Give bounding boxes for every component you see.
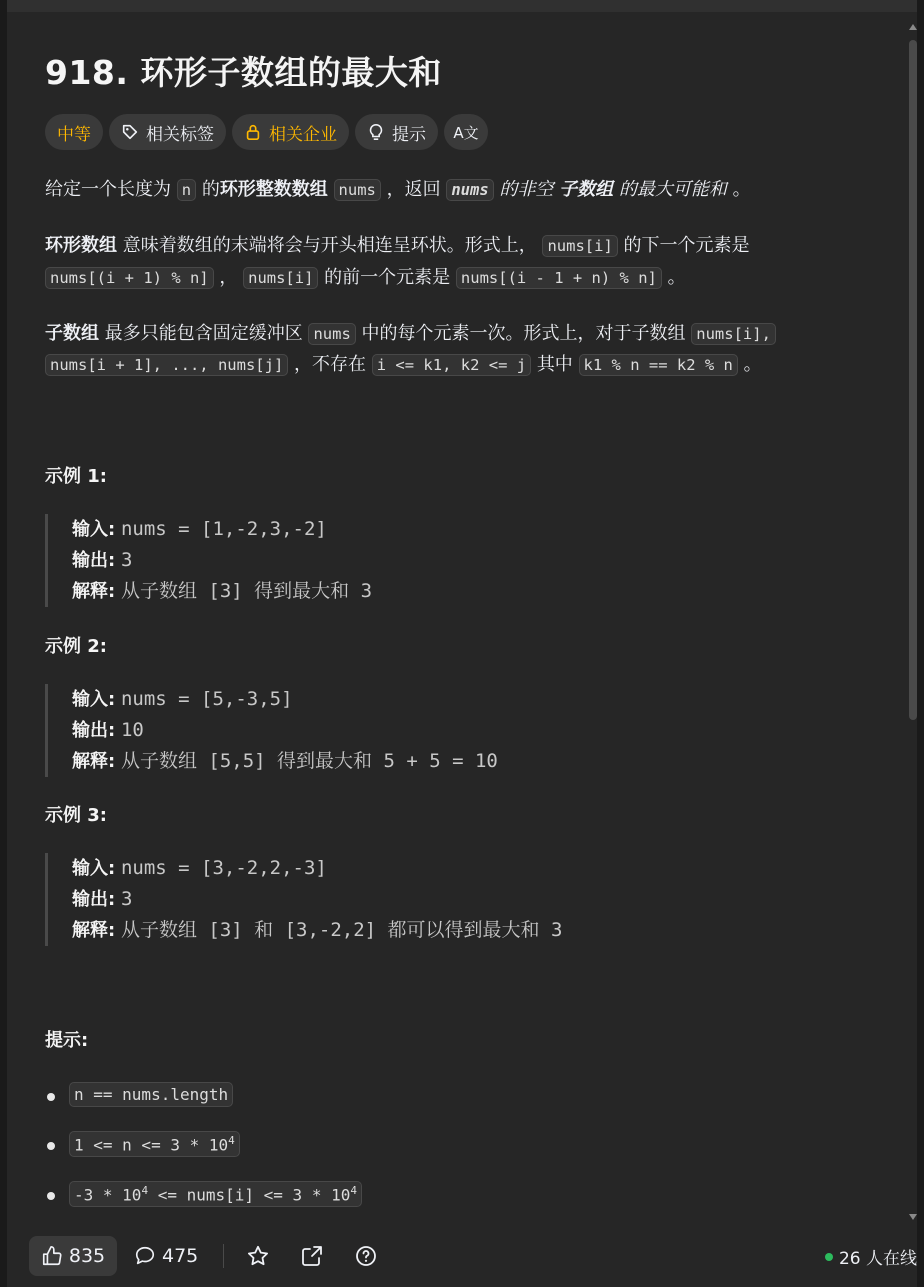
scroll-up-arrow[interactable] xyxy=(909,24,917,30)
hint-label: 提示 xyxy=(392,124,426,145)
constraint-exponent: 4 xyxy=(350,1184,357,1197)
desc-text: 。 xyxy=(743,354,762,375)
tag-icon xyxy=(121,123,139,141)
constraint-code xyxy=(69,1131,240,1157)
desc-text: 最多只能包含固定缓冲区 xyxy=(104,323,303,344)
output-label: 输出: xyxy=(72,720,116,741)
constraint-exponent: 4 xyxy=(228,1134,235,1147)
input-label: 输入: xyxy=(72,858,116,879)
inline-code: nums[i] xyxy=(243,267,318,289)
input-value: nums = [1,-2,3,-2] xyxy=(120,518,327,540)
desc-text: ，不存在 xyxy=(294,354,367,375)
thumbs-up-icon xyxy=(41,1245,63,1267)
output-value: 3 xyxy=(120,888,133,910)
desc-text: 意味着数组的末端将会与开头相连呈环状。形式上， xyxy=(122,235,537,256)
explain-label: 解释: xyxy=(72,581,116,602)
scrollbar-thumb[interactable] xyxy=(909,40,917,720)
topics-tag-label: 相关标签 xyxy=(146,124,214,145)
footer-divider xyxy=(223,1244,224,1268)
comments-button[interactable] xyxy=(134,1236,198,1276)
description-paragraph-3-line-1 xyxy=(45,319,776,349)
companies-tag-label: 相关企业 xyxy=(269,124,337,145)
share-icon xyxy=(300,1244,324,1268)
scroll-down-arrow[interactable] xyxy=(909,1214,917,1220)
difficulty-label: 中等 xyxy=(57,124,91,145)
constraint-text: -3 * 10 xyxy=(74,1185,142,1205)
desc-italic: 的非空 xyxy=(499,179,554,200)
example-1-block xyxy=(45,514,372,607)
favorite-button[interactable] xyxy=(243,1240,273,1272)
input-label: 输入: xyxy=(72,689,116,710)
explain-label: 解释: xyxy=(72,751,116,772)
desc-text: 。 xyxy=(667,267,686,288)
right-gutter xyxy=(917,0,924,1287)
desc-bold: 子数组 xyxy=(45,323,99,344)
explain-value: 从子数组 [3] 得到最大和 3 xyxy=(120,580,373,602)
example-1-heading: 示例 1: xyxy=(45,466,107,487)
inline-code: n xyxy=(177,179,196,201)
inline-code: nums xyxy=(308,323,355,345)
panel-top-strip xyxy=(7,0,917,12)
description-paragraph-1 xyxy=(45,175,751,205)
share-button[interactable] xyxy=(297,1240,327,1272)
description-paragraph-3-line-2 xyxy=(45,350,762,380)
hint-button[interactable] xyxy=(355,114,438,150)
desc-text: 的前一个元素是 xyxy=(324,267,451,288)
lightbulb-icon xyxy=(367,123,385,141)
constraint-code xyxy=(69,1181,362,1207)
constraint-text: <= nums[i] <= 3 * 10 xyxy=(148,1185,351,1205)
output-value: 10 xyxy=(120,719,144,741)
inline-code: nums xyxy=(446,179,493,201)
online-count: 26 人在线 xyxy=(838,1249,917,1269)
inline-code: k1 % n == k2 % n xyxy=(579,354,738,376)
explain-value: 从子数组 [3] 和 [3,-2,2] 都可以得到最大和 3 xyxy=(120,919,563,941)
inline-code: nums xyxy=(334,179,381,201)
comment-icon xyxy=(134,1245,156,1267)
desc-text: ，返回 xyxy=(386,179,441,200)
companies-tag-button[interactable] xyxy=(232,114,349,150)
inline-code: nums[i + 1], ..., nums[j] xyxy=(45,354,288,376)
constraint-text: 1 <= n <= 3 * 10 xyxy=(74,1135,229,1155)
explain-value: 从子数组 [5,5] 得到最大和 5 + 5 = 10 xyxy=(120,750,498,772)
problem-title[interactable]: 918. 环形子数组的最大和 xyxy=(45,53,442,92)
output-label: 输出: xyxy=(72,550,116,571)
lock-icon xyxy=(244,123,262,141)
comment-count: 475 xyxy=(162,1245,199,1267)
topics-tag-button[interactable] xyxy=(109,114,226,150)
desc-text: ， xyxy=(219,267,238,288)
input-label: 输入: xyxy=(72,519,116,540)
explain-label: 解释: xyxy=(72,920,116,941)
constraints-heading: 提示: xyxy=(45,1030,89,1051)
constraint-exponent: 4 xyxy=(141,1184,149,1197)
desc-text: 其中 xyxy=(536,354,573,375)
input-value: nums = [3,-2,2,-3] xyxy=(120,857,327,879)
translate-button[interactable] xyxy=(444,114,488,150)
example-3-block xyxy=(45,853,562,946)
online-dot-icon xyxy=(825,1253,833,1261)
desc-bold-italic: 子数组 xyxy=(559,179,614,200)
desc-text: 给定一个长度为 xyxy=(45,179,171,200)
desc-bold: 环形整数数组 xyxy=(219,179,328,200)
inline-code: nums[(i - 1 + n) % n] xyxy=(456,267,662,289)
like-count: 835 xyxy=(68,1245,106,1267)
desc-text: 的下一个元素是 xyxy=(623,235,750,256)
description-paragraph-2-line-1 xyxy=(45,231,750,261)
description-panel xyxy=(7,0,917,1287)
desc-text: 中的每个元素一次。形式上，对于子数组 xyxy=(361,323,686,344)
example-3-heading: 示例 3: xyxy=(45,805,107,826)
output-value: 3 xyxy=(120,549,133,571)
constraint-code: n == nums.length xyxy=(69,1082,233,1107)
like-button[interactable] xyxy=(29,1236,117,1276)
translate-icon: A文 xyxy=(453,123,479,142)
inline-code: i <= k1, k2 <= j xyxy=(372,354,531,376)
help-button[interactable] xyxy=(351,1240,381,1272)
online-indicator xyxy=(825,1244,917,1269)
question-icon xyxy=(354,1244,378,1268)
inline-code: nums[i], xyxy=(691,323,776,345)
desc-text: 的 xyxy=(201,179,220,200)
desc-text: 。 xyxy=(732,179,751,200)
difficulty-badge xyxy=(45,114,103,150)
inline-code: nums[i] xyxy=(542,235,617,257)
action-footer xyxy=(7,1226,917,1287)
input-value: nums = [5,-3,5] xyxy=(120,688,293,710)
star-icon xyxy=(246,1244,270,1268)
left-gutter xyxy=(0,0,7,1287)
description-paragraph-2-line-2 xyxy=(45,263,686,293)
desc-italic: 的最大可能和 xyxy=(618,179,727,200)
example-2-block xyxy=(45,684,498,777)
example-2-heading: 示例 2: xyxy=(45,636,107,657)
inline-code: nums[(i + 1) % n] xyxy=(45,267,214,289)
output-label: 输出: xyxy=(72,889,116,910)
tag-bar xyxy=(45,114,488,150)
desc-bold: 环形数组 xyxy=(45,235,117,256)
